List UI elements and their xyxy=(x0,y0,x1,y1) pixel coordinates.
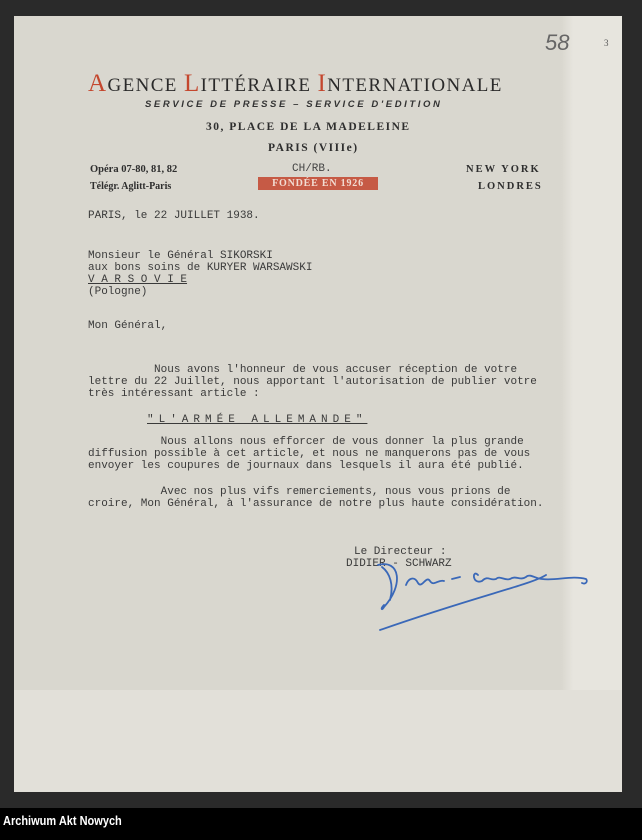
initial-i: I xyxy=(317,70,328,97)
recipient-line-1: Monsieur le Général SIKORSKI xyxy=(88,250,273,262)
closing-title: Le Directeur : xyxy=(354,546,447,558)
archive-name: Archiwum Akt Nowych xyxy=(3,814,122,828)
small-mark: 3 xyxy=(604,38,609,48)
agency-address: 30, PLACE DE LA MADELEINE xyxy=(206,121,411,133)
paper-bottom-margin xyxy=(14,690,622,792)
paragraph-1-line-2: lettre du 22 Juillet, nous apportant l'autorisation de publier votre xyxy=(88,376,537,388)
agency-subtitle: SERVICE DE PRESSE – SERVICE D'EDITION xyxy=(145,99,443,110)
initial-l: L xyxy=(183,70,201,97)
paragraph-3-line-1: Avec nos plus vifs remerciements, nous vous prions de xyxy=(88,486,511,498)
paragraph-1-line-1: Nous avons l'honneur de vous accuser réception de votre xyxy=(88,364,518,376)
recipient-city: V A R S O V I E xyxy=(88,274,188,286)
paragraph-2-line-2: diffusion possible à cet article, et nous ne manquerons pas de vous xyxy=(88,448,531,460)
salutation: Mon Général, xyxy=(88,320,168,332)
paragraph-1-line-3: très intéressant article : xyxy=(88,388,260,400)
recipient-line-2: aux bons soins de KURYER WARSAWSKI xyxy=(88,262,313,274)
archive-footer-bar xyxy=(0,808,642,840)
agency-phone: Opéra 07-80, 81, 82 xyxy=(90,164,178,175)
agency-city: PARIS (VIIIe) xyxy=(268,142,359,154)
signature xyxy=(360,545,600,640)
agency-title xyxy=(88,70,503,98)
page-number-annotation: 58 xyxy=(545,30,570,55)
branch-london: LONDRES xyxy=(478,181,543,192)
recipient-country: (Pologne) xyxy=(88,286,148,298)
paragraph-2-line-1: Nous allons nous efforcer de vous donner la plus grande xyxy=(88,436,524,448)
title-word-2: ITTÉRAIRE xyxy=(200,75,318,96)
initial-a: A xyxy=(88,70,108,97)
reference-code: CH/RB. xyxy=(292,163,332,175)
founded-badge: FONDÉE EN 1926 xyxy=(258,177,378,190)
agency-telegram: Télégr. Aglitt-Paris xyxy=(90,181,172,192)
title-word-1: GENCE xyxy=(107,75,184,96)
paragraph-3-line-2: croire, Mon Général, à l'assurance de notre plus haute considération. xyxy=(88,498,544,510)
branch-new-york: NEW YORK xyxy=(466,164,541,175)
article-title: "L'ARMÉE ALLEMANDE" xyxy=(147,414,368,426)
paragraph-2-line-3: envoyer les coupures de journaux dans lesquels il aura été publié. xyxy=(88,460,524,472)
title-word-3: NTERNATIONALE xyxy=(327,75,503,96)
letter-date: PARIS, le 22 JUILLET 1938. xyxy=(88,210,260,222)
closing-name: DIDIER - SCHWARZ xyxy=(346,558,452,570)
